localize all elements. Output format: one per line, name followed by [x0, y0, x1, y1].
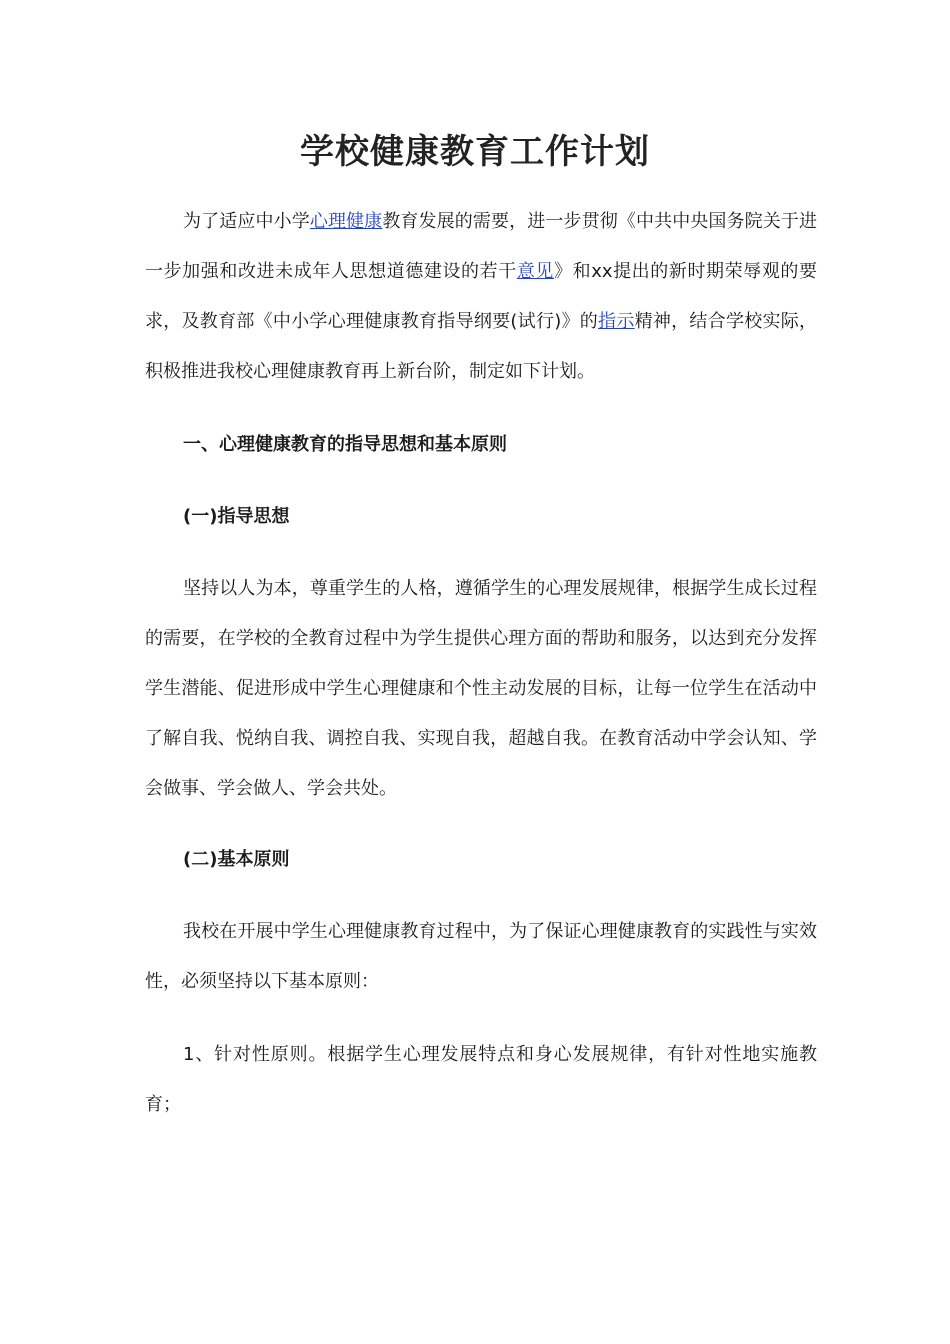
subsection-heading-guiding-thought: (一)指导思想: [183, 506, 290, 527]
intro-text-2: 教育发展的需要，进一步贯彻《中共中央国务院关于进一步加强和改进未成年人思想道德建设的若干: [145, 211, 818, 282]
link-mental-health[interactable]: 心理健康: [309, 211, 383, 232]
guiding-thought-paragraph: 坚持以人为本，尊重学生的人格，遵循学生的心理发展规律，根据学生成长过程的需要，在学校的全教育过程中为学生提供心理方面的帮助和服务，以达到充分发挥学生潜能、促进形成中学生心理健康和个性主动发展的目标，让每一位学生在活动中了解自我、悦纳自我、调控自我、实现自我，超越自我。在教育活动中学会认知、学会做事、学会做人、学会共处。: [145, 578, 817, 799]
intro-paragraph: [145, 197, 817, 397]
intro-text-4: 精神，结合学校实际，积极推进我校心理健康教育再上新台阶，制定如下计划。: [145, 311, 818, 382]
link-opinion[interactable]: 意见: [516, 261, 555, 282]
basic-principles-paragraph: 我校在开展中学生心理健康教育过程中，为了保证心理健康教育的实践性与实效性，必须坚持以下基本原则：: [145, 921, 817, 992]
section-heading-1: 一、心理健康教育的指导思想和基本原则: [183, 434, 507, 455]
document-title: 学校健康教育工作计划: [300, 132, 650, 172]
intro-text-3: 》和xx提出的新时期荣辱观的要求，及教育部《中小学心理健康教育指导纲要(试行)》的: [145, 261, 818, 332]
principle-1-paragraph: 1、针对性原则。根据学生心理发展特点和身心发展规律，有针对性地实施教育；: [145, 1044, 817, 1115]
subsection-heading-basic-principles: (二)基本原则: [183, 849, 290, 870]
link-instruction[interactable]: 指示: [598, 311, 635, 332]
intro-text-1: 为了适应中小学: [183, 211, 310, 232]
